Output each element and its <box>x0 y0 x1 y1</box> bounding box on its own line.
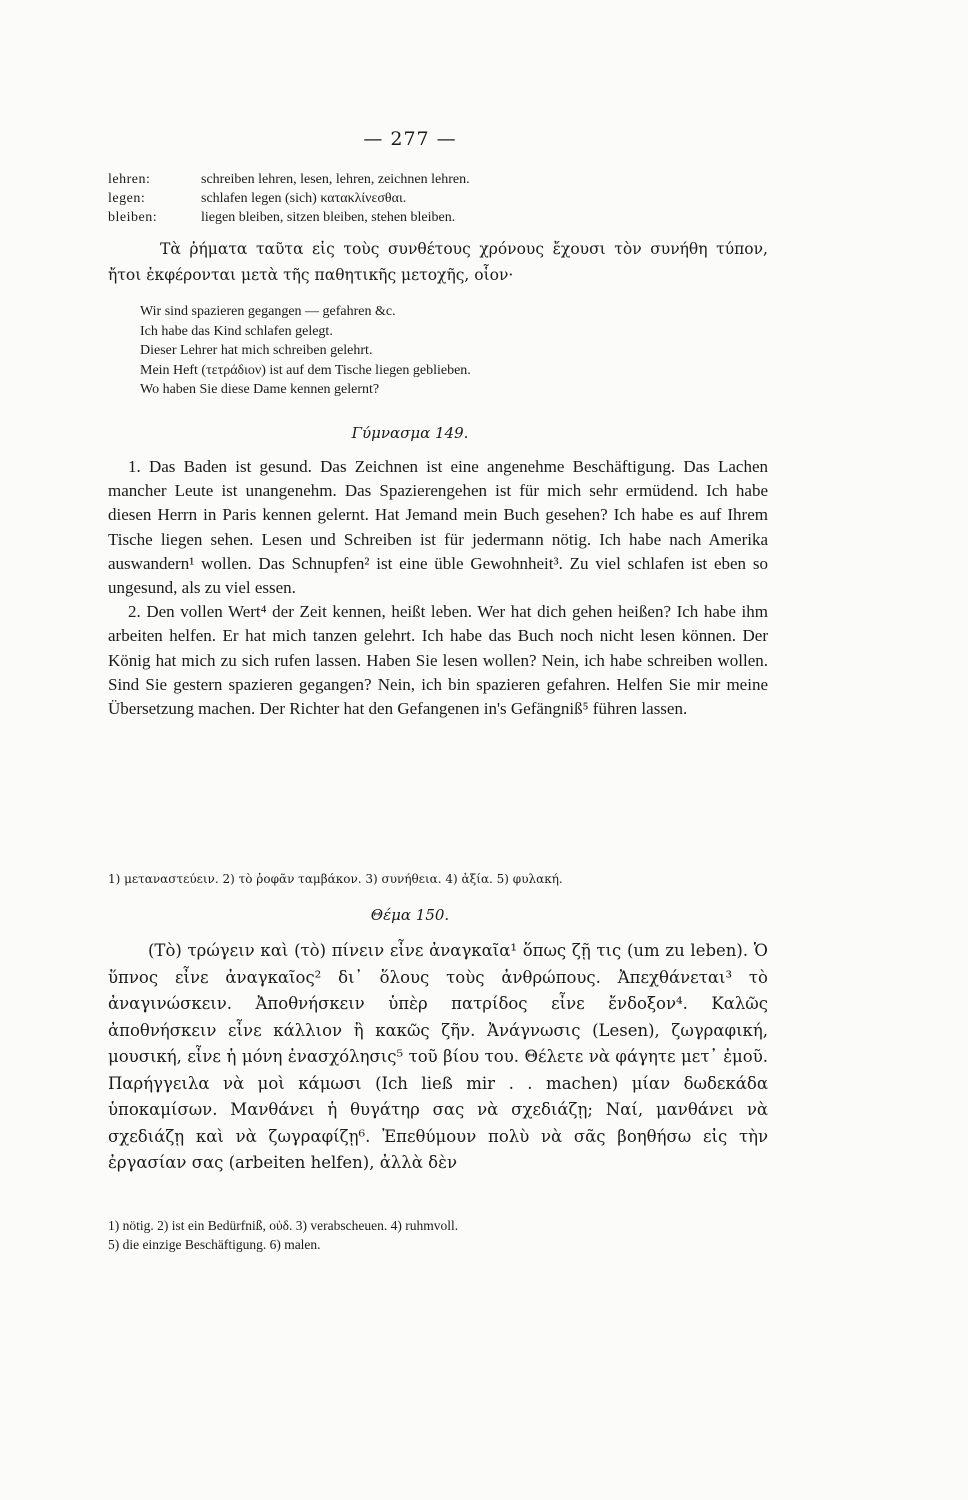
thema-footnote-line: 5) die einzige Beschäftigung. 6) malen. <box>108 1237 321 1252</box>
thema-body <box>108 938 768 1177</box>
verb-value: schreiben lehren, lesen, lehren, zeichnen lehren. <box>201 172 470 187</box>
thema-title: Θέμα 150. <box>370 906 450 924</box>
gymnasma-paragraph: 1. Das Baden ist gesund. Das Zeichnen ist eine angenehme Beschäftigung. Das Lachen mancher Leute ist unangenehm. Das Spazierengehen ist für mich sehr ermüdend. Ich habe diesen Herrn in Paris kennen gelernt. Hat Jemand mein Buch gesehen? Ich habe es auf Ihrem Tische liegen sehen. Lesen und Schreiben ist für jedermann nötig. Ich habe nach Amerika auswandern¹ wollen. Das Schnupfen² ist eine üble Gewohnheit³. Zu viel schlafen ist eben so ungesund, als zu viel essen. <box>108 457 768 598</box>
example-sentence: Wo haben Sie diese Dame kennen gelernt? <box>140 382 380 397</box>
intro-paragraph: Τὰ ῥήματα ταῦτα εἰς τοὺς συνθέτους χρόνους ἔχουσι τὸν συνήθη τύπον, ἤτοι ἐκφέρονται μετὰ τῆς παθητικῆς μετοχῆς, οἷον· <box>108 240 768 284</box>
gymnasma-title: Γύμνασμα 149. <box>351 424 469 442</box>
verb-key: lehren: <box>108 172 151 187</box>
example-sentence: Wir sind spazieren gegangen — gefahren &c. <box>140 304 396 319</box>
example-sentence: Dieser Lehrer hat mich schreiben gelehrt. <box>140 343 373 358</box>
verb-key: legen: <box>108 191 146 206</box>
thema-footnote-line: 1) nötig. 2) ist ein Bedürfniß, οὐδ. 3) verabscheuen. 4) ruhmvoll. <box>108 1218 459 1233</box>
example-sentences <box>140 302 700 400</box>
verb-value: liegen bleiben, sitzen bleiben, stehen bleiben. <box>201 210 456 225</box>
example-sentence: Mein Heft (τετράδιον) ist auf dem Tische liegen geblieben. <box>140 362 471 378</box>
example-sentence: Ich habe das Kind schlafen gelegt. <box>140 323 333 339</box>
gymnasma-body <box>108 455 768 721</box>
thema-paragraph: (Τὸ) τρώγειν καὶ (τὸ) πίνειν εἶνε ἀναγκαῖα¹ ὅπως ζῇ τις (um zu leben). Ὁ ὕπνος εἶνε ἀναγκαῖος² δι᾽ ὅλους τοὺς ἀνθρώπους. Ἀπεχθάνεται³ τὸ ἀναγινώσκειν. Ἀποθνήσκειν ὑπὲρ πατρίδος εἶνε ἔνδοξον⁴. Καλῶς ἀποθνήσκειν εἶνε κάλλιον ἢ κακῶς ζῆν. Ἀνάγνωσις (Lesen), ζωγραφική, μουσική, εἶνε ἡ μόνη ἐνασχόλησις⁵ τοῦ βίου του. Θέλετε νὰ φάγητε μετ᾽ ἐμοῦ. Παρήγγειλα νὰ μοὶ κάμωσι (Ich ließ mir . . machen) μίαν δωδεκάδα ὑποκαμίσων. Μανθάνει ἡ θυγάτηρ σας νὰ σχεδιάζῃ; Ναί, μανθάνει νὰ σχεδιάζῃ καὶ νὰ ζωγραφίζῃ⁶. Ἐπεθύμουν πολὺ νὰ σᾶς βοηθήσω εἰς τὴν ἐργασίαν σας (arbeiten helfen), ἀλλὰ δὲν <box>108 941 768 1172</box>
thema-footnotes <box>108 1216 768 1254</box>
verb-table <box>108 170 768 227</box>
gymnasma-paragraph: 2. Den vollen Wert⁴ der Zeit kennen, heißt leben. Wer hat dich gehen heißen? Ich habe ihm arbeiten helfen. Er hat mich tanzen gelehrt. Ich habe das Buch noch nicht lesen können. Der König hat mich zu sich rufen lassen. Haben Sie lesen wollen? Nein, ich habe schreiben wollen. Sind Sie gestern spazieren gegangen? Nein, ich bin spazieren gefahren. Helfen Sie mir meine Übersetzung machen. Der Richter hat den Gefangenen in's Gefängniß⁵ führen lassen. <box>108 602 768 719</box>
verb-row <box>108 208 768 227</box>
page-number: — 277 — <box>363 128 457 150</box>
verb-value: schlafen legen (sich) κατακλίνεσθαι. <box>201 191 407 206</box>
gymnasma-footnote: 1) μεταναστεύειν. 2) τὸ ῥοφᾶν ταμβάκον. 3) συνήθεια. 4) ἀξία. 5) φυλακή. <box>108 872 563 886</box>
verb-key: bleiben: <box>108 210 158 225</box>
verb-row <box>108 170 768 189</box>
verb-row <box>108 189 768 208</box>
